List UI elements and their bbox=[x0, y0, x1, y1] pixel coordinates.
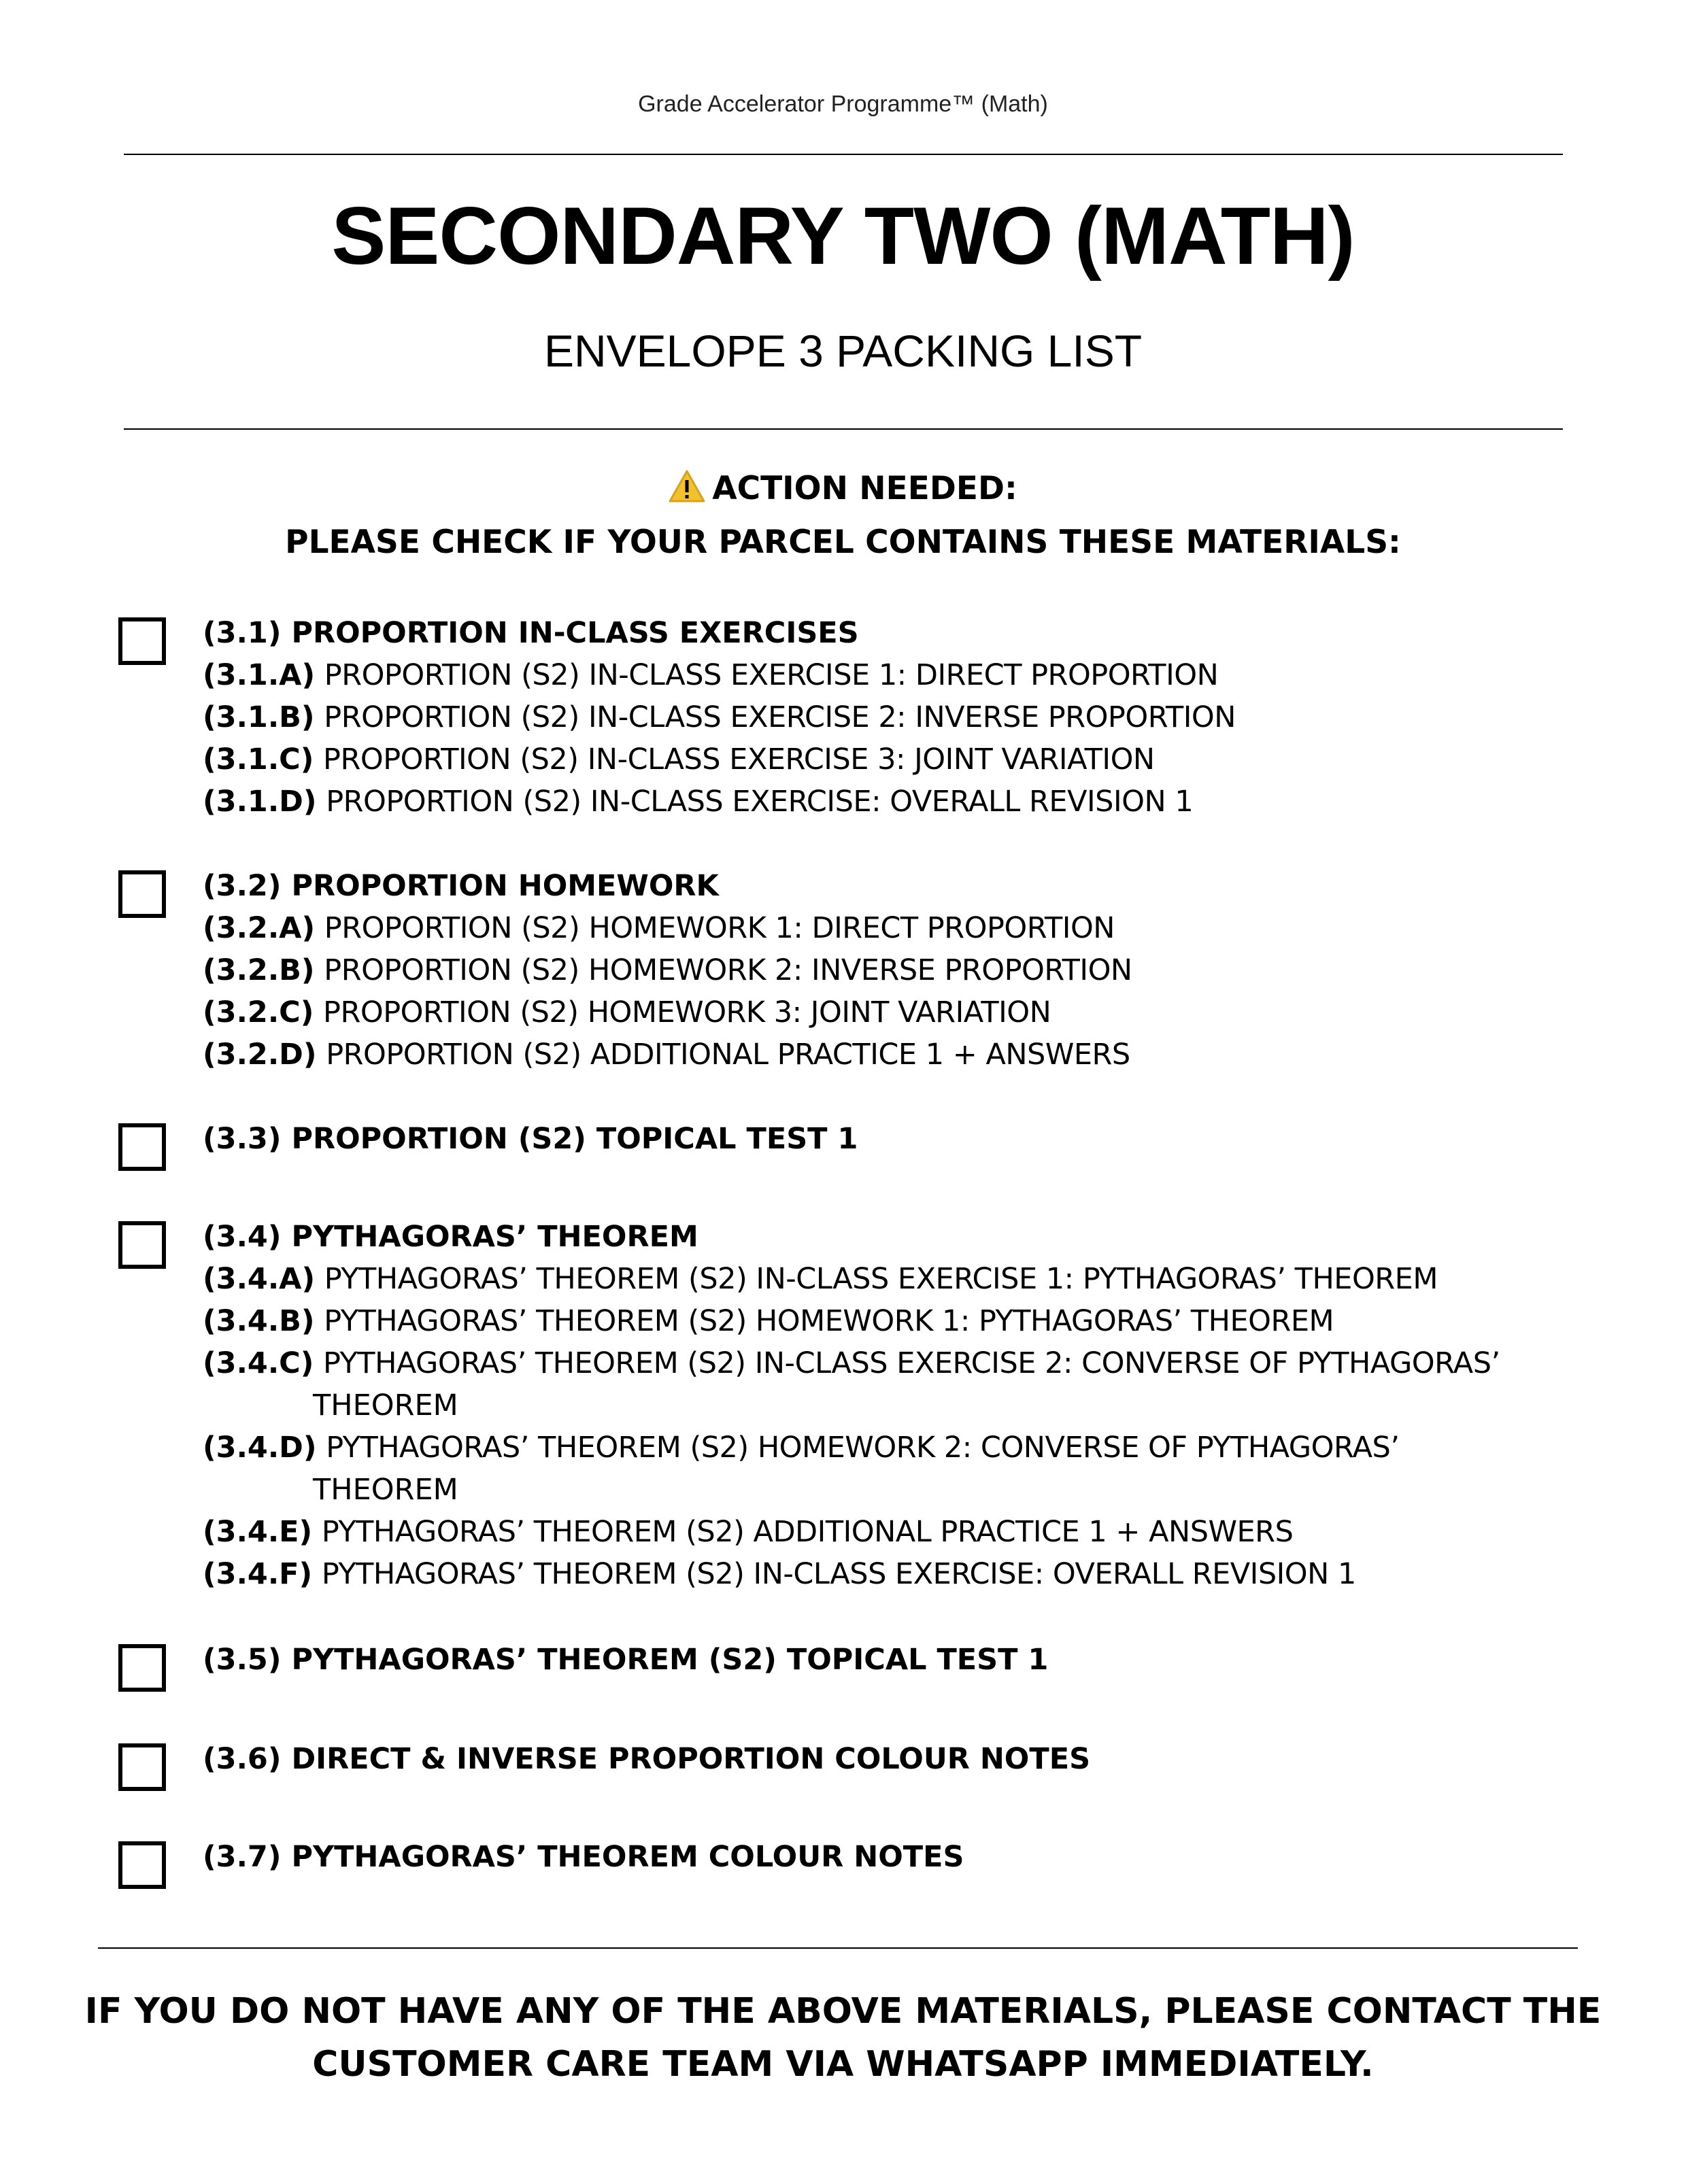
item-text: PROPORTION (S2) HOMEWORK 1: DIRECT PROPORTION bbox=[324, 911, 1115, 945]
warning-icon bbox=[669, 469, 705, 511]
list-item bbox=[203, 1342, 1500, 1384]
item-text: PYTHAGORAS’ THEOREM (S2) IN-CLASS EXERCISE: OVERALL REVISION 1 bbox=[321, 1557, 1356, 1591]
item-code: (3.4.C) bbox=[203, 1346, 314, 1380]
checkbox[interactable] bbox=[118, 1644, 166, 1692]
list-item bbox=[203, 654, 1218, 696]
footer-line-2: CUSTOMER CARE TEAM VIA WHATSAPP IMMEDIATELY. bbox=[312, 2044, 1374, 2085]
footer-line-1: IF YOU DO NOT HAVE ANY OF THE ABOVE MATERIALS, PLEASE CONTACT THE bbox=[84, 1991, 1602, 2032]
list-item bbox=[203, 781, 1193, 823]
item-text: PROPORTION (S2) IN-CLASS EXERCISE 1: DIRECT PROPORTION bbox=[324, 658, 1219, 692]
action-needed-label: ACTION NEEDED: bbox=[712, 470, 1017, 507]
item-text: PYTHAGORAS’ THEOREM (S2) ADDITIONAL PRACTICE 1 + ANSWERS bbox=[321, 1515, 1294, 1549]
checkbox[interactable] bbox=[118, 617, 166, 665]
item-code: (3.2.D) bbox=[203, 1038, 317, 1072]
item-text: PROPORTION (S2) HOMEWORK 2: INVERSE PROPORTION bbox=[324, 953, 1132, 987]
list-item bbox=[203, 1427, 1400, 1469]
item-code: (3.4.D) bbox=[203, 1431, 317, 1465]
list-item bbox=[203, 1034, 1130, 1076]
item-code: (3.2.B) bbox=[203, 953, 315, 987]
list-item bbox=[203, 1511, 1293, 1553]
item-code: (3.2.A) bbox=[203, 911, 316, 945]
group-heading: (3.2) PROPORTION HOMEWORK bbox=[203, 869, 719, 903]
item-code: (3.4.E) bbox=[203, 1515, 313, 1549]
list-item bbox=[203, 907, 1115, 949]
list-item bbox=[203, 949, 1132, 991]
item-code: (3.4.A) bbox=[203, 1262, 316, 1296]
checkbox[interactable] bbox=[118, 870, 166, 918]
list-item bbox=[203, 991, 1051, 1034]
item-text: PROPORTION (S2) IN-CLASS EXERCISE 2: INVERSE PROPORTION bbox=[324, 700, 1236, 734]
page-title: SECONDARY TWO (MATH) bbox=[331, 190, 1355, 281]
item-code: (3.1.A) bbox=[203, 658, 316, 692]
item-text: PYTHAGORAS’ THEOREM (S2) IN-CLASS EXERCISE 1: PYTHAGORAS’ THEOREM bbox=[324, 1262, 1438, 1296]
action-notice bbox=[0, 469, 1686, 511]
item-text: PYTHAGORAS’ THEOREM (S2) IN-CLASS EXERCISE 2: CONVERSE OF PYTHAGORAS’ bbox=[323, 1346, 1500, 1380]
footer-divider bbox=[98, 1947, 1578, 1949]
group-heading: (3.5) PYTHAGORAS’ THEOREM (S2) TOPICAL TEST 1 bbox=[203, 1643, 1049, 1677]
list-item bbox=[203, 1300, 1334, 1342]
item-text: PROPORTION (S2) IN-CLASS EXERCISE: OVERALL REVISION 1 bbox=[326, 785, 1194, 819]
item-text: PROPORTION (S2) IN-CLASS EXERCISE 3: JOINT VARIATION bbox=[323, 743, 1155, 777]
item-text-continued: THEOREM bbox=[313, 1388, 458, 1422]
checkbox[interactable] bbox=[118, 1841, 166, 1889]
item-text: PYTHAGORAS’ THEOREM (S2) HOMEWORK 2: CONVERSE OF PYTHAGORAS’ bbox=[326, 1431, 1400, 1465]
top-divider bbox=[124, 154, 1563, 155]
group-heading: (3.1) PROPORTION IN-CLASS EXERCISES bbox=[203, 616, 859, 650]
item-text: PROPORTION (S2) ADDITIONAL PRACTICE 1 + ANSWERS bbox=[326, 1038, 1130, 1072]
item-code: (3.1.B) bbox=[203, 700, 315, 734]
item-text-continued: THEOREM bbox=[313, 1473, 458, 1507]
group-heading: (3.4) PYTHAGORAS’ THEOREM bbox=[203, 1220, 698, 1254]
checkbox[interactable] bbox=[118, 1123, 166, 1171]
item-code: (3.1.C) bbox=[203, 743, 314, 777]
item-code: (3.2.C) bbox=[203, 995, 314, 1029]
item-code: (3.4.F) bbox=[203, 1557, 313, 1591]
group-heading: (3.6) DIRECT & INVERSE PROPORTION COLOUR NOTES bbox=[203, 1742, 1091, 1776]
header-divider bbox=[124, 428, 1563, 430]
checkbox[interactable] bbox=[118, 1743, 166, 1791]
item-code: (3.1.D) bbox=[203, 785, 317, 819]
list-item bbox=[203, 1258, 1438, 1300]
list-item bbox=[203, 696, 1236, 738]
list-item bbox=[203, 738, 1155, 781]
group-heading: (3.3) PROPORTION (S2) TOPICAL TEST 1 bbox=[203, 1122, 858, 1156]
check-instruction: PLEASE CHECK IF YOUR PARCEL CONTAINS THESE MATERIALS: bbox=[285, 524, 1401, 561]
list-item bbox=[203, 1553, 1356, 1595]
item-text: PYTHAGORAS’ THEOREM (S2) HOMEWORK 1: PYTHAGORAS’ THEOREM bbox=[324, 1304, 1334, 1338]
item-code: (3.4.B) bbox=[203, 1304, 315, 1338]
programme-name: Grade Accelerator Programme™ (Math) bbox=[638, 91, 1048, 117]
page-subtitle: ENVELOPE 3 PACKING LIST bbox=[543, 326, 1143, 376]
group-heading: (3.7) PYTHAGORAS’ THEOREM COLOUR NOTES bbox=[203, 1840, 964, 1874]
item-text: PROPORTION (S2) HOMEWORK 3: JOINT VARIATION bbox=[323, 995, 1051, 1029]
checkbox[interactable] bbox=[118, 1221, 166, 1269]
